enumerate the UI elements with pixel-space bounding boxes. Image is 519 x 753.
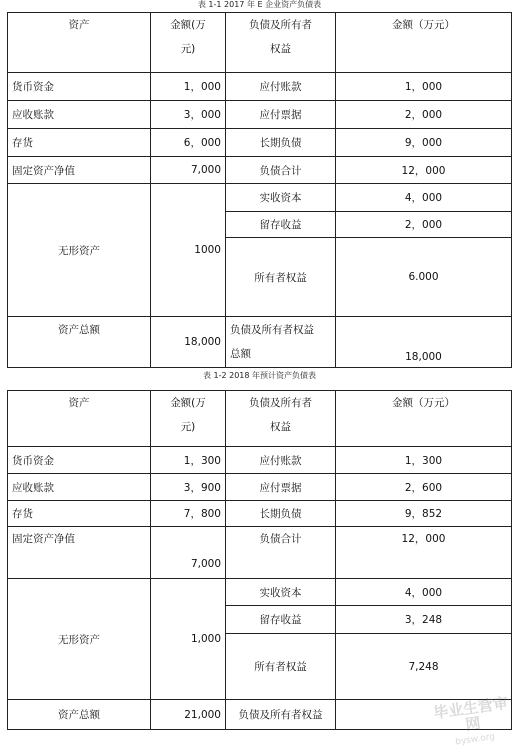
table-total-row — [8, 317, 512, 368]
header-liabilities: 负债及所有者 权益 — [226, 13, 336, 73]
equity-amount: 2，000 — [336, 212, 512, 238]
asset-amount: 7,000 — [151, 157, 226, 184]
table-row — [8, 157, 512, 184]
balance-sheet-2017 — [7, 12, 512, 368]
liability-label: 应付票据 — [226, 101, 336, 129]
asset-total-label: 资产总额 — [8, 317, 151, 368]
equity-amount: 6.000 — [336, 238, 512, 317]
table-row — [8, 184, 512, 212]
asset-label: 应收账款 — [8, 101, 151, 129]
table-row — [8, 129, 512, 157]
asset-label: 固定资产净值 — [8, 157, 151, 184]
watermark-logo: 毕业生营审网 bysw.org — [432, 693, 510, 748]
table1-caption: 表 1-1 2017 年 E 企业资产负债表 — [197, 0, 322, 9]
asset-amount: 1，000 — [151, 73, 226, 101]
asset-label: 货币资金 — [8, 447, 151, 474]
table-row — [8, 501, 512, 527]
table-row — [8, 579, 512, 606]
header-asset: 资产 — [8, 391, 151, 447]
asset-amount: 7，800 — [151, 501, 226, 527]
asset-label: 应收账款 — [8, 474, 151, 501]
liability-total-amount: 18,000 — [336, 317, 512, 368]
asset-label: 无形资产 — [8, 184, 151, 317]
header-amount-right: 金额（万元） — [336, 13, 512, 73]
header-liabilities: 负债及所有者 权益 — [226, 391, 336, 447]
liability-amount: 9，852 — [336, 501, 512, 527]
liability-label: 应付账款 — [226, 73, 336, 101]
equity-amount: 7,248 — [336, 634, 512, 700]
asset-amount: 7,000 — [151, 527, 226, 579]
asset-label: 无形资产 — [8, 579, 151, 700]
table-row — [8, 447, 512, 474]
equity-label: 实收资本 — [226, 579, 336, 606]
liability-total-label: 负债及所有者权益 总额 — [226, 317, 336, 368]
header-amount-right: 金额（万元） — [336, 391, 512, 447]
balance-sheet-2018 — [7, 390, 512, 730]
liability-amount: 1，000 — [336, 73, 512, 101]
liability-label: 长期负债 — [226, 129, 336, 157]
header-asset: 资产 — [8, 13, 151, 73]
equity-label: 留存收益 — [226, 606, 336, 634]
asset-amount: 3，000 — [151, 101, 226, 129]
header-amount: 金额(万 元) — [151, 13, 226, 73]
asset-amount: 1,000 — [151, 579, 226, 700]
liability-amount: 1，300 — [336, 447, 512, 474]
asset-label: 固定资产净值 — [8, 527, 151, 579]
asset-total-amount: 18,000 — [151, 317, 226, 368]
asset-label: 存货 — [8, 501, 151, 527]
liability-label: 应付账款 — [226, 447, 336, 474]
asset-label: 货币资金 — [8, 73, 151, 101]
liability-amount: 9，000 — [336, 129, 512, 157]
asset-amount: 3，900 — [151, 474, 226, 501]
table-row — [8, 527, 512, 579]
equity-amount: 3，248 — [336, 606, 512, 634]
table2-caption: 表 1-2 2018 年预计资产负债表 — [202, 371, 317, 380]
asset-amount: 1，300 — [151, 447, 226, 474]
liability-total-label: 负债及所有者权益 — [226, 700, 336, 730]
equity-label: 实收资本 — [226, 184, 336, 212]
asset-total-amount: 21,000 — [151, 700, 226, 730]
liability-amount: 2，600 — [336, 474, 512, 501]
liability-amount: 12，000 — [336, 157, 512, 184]
table-row — [8, 73, 512, 101]
liability-amount: 2，000 — [336, 101, 512, 129]
header-amount: 金额(万 元) — [151, 391, 226, 447]
asset-amount: 6，000 — [151, 129, 226, 157]
equity-amount: 4，000 — [336, 579, 512, 606]
liability-label: 负债合计 — [226, 527, 336, 579]
equity-label: 留存收益 — [226, 212, 336, 238]
table-header-row — [8, 13, 512, 73]
equity-amount: 4，000 — [336, 184, 512, 212]
table-row — [8, 474, 512, 501]
table-row — [8, 101, 512, 129]
liability-label: 负债合计 — [226, 157, 336, 184]
equity-label: 所有者权益 — [226, 634, 336, 700]
table-header-row — [8, 391, 512, 447]
liability-amount: 12，000 — [336, 527, 512, 579]
asset-amount: 1000 — [151, 184, 226, 317]
asset-label: 存货 — [8, 129, 151, 157]
equity-label: 所有者权益 — [226, 238, 336, 317]
liability-label: 应付票据 — [226, 474, 336, 501]
asset-total-label: 资产总额 — [8, 700, 151, 730]
liability-label: 长期负债 — [226, 501, 336, 527]
